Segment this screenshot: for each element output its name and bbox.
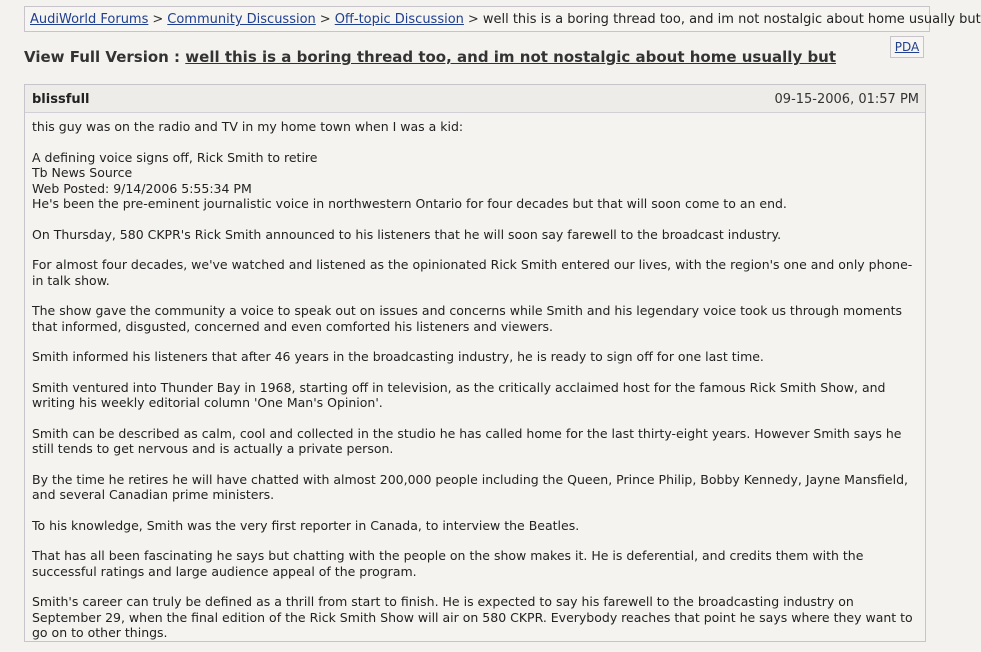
thread-title-link[interactable]: well this is a boring thread too, and im not nostalgic about home usually but	[185, 48, 837, 66]
post-paragraph: Smith informed his listeners that after 46 years in the broadcasting industry, he is ready to sign off for one last time.	[32, 349, 764, 364]
post-paragraph: He's been the pre-eminent journalistic voice in northwestern Ontario for four decades but that will soon come to an end.	[32, 196, 787, 211]
post-paragraph: On Thursday, 580 CKPR's Rick Smith announced to his listeners that he will soon say farewell to the broadcast industry.	[32, 226, 782, 242]
post-paragraph: Smith's career can truly be defined as a thrill from start to finish. He is expected to say his farewell to the broadcasting industry on September 29, when the final edition of the Rick Smith Show will air on 580 CKPR. Everybody reaches that point he says where they want to go on to other things.	[32, 594, 913, 640]
breadcrumb-separator: >	[319, 12, 331, 27]
view-full-prefix: View Full Version :	[24, 48, 181, 66]
post-paragraph: A defining voice signs off, Rick Smith to retire	[32, 149, 318, 165]
breadcrumb-link-forums[interactable]: AudiWorld Forums	[30, 12, 149, 27]
post-paragraph: By the time he retires he will have chatted with almost 200,000 people including the Queen, Prince Philip, Bobby Kennedy, Jayne Mansfield, and several Canadian prime ministers.	[32, 471, 908, 502]
post-author: blissfull	[32, 92, 90, 107]
breadcrumb-current: well this is a boring thread too, and im not nostalgic about home usually but	[482, 12, 981, 27]
post-header	[25, 85, 925, 113]
post-paragraph: To his knowledge, Smith was the very first reporter in Canada, to interview the Beatles.	[32, 517, 580, 533]
post-date: 09-15-2006, 01:57 PM	[774, 92, 919, 107]
post-paragraph: Smith ventured into Thunder Bay in 1968, starting off in television, as the critically acclaimed host for the famous Rick Smith Show, and writing his weekly editorial column 'One Man's Opinion'.	[32, 379, 886, 410]
breadcrumb-separator: >	[467, 12, 479, 27]
post-paragraph: Tb News Source	[32, 165, 133, 180]
post-paragraph: That has all been fascinating he says but chatting with the people on the show makes it. He is deferential, and credits them with the successful ratings and large audience appeal of the program.	[32, 548, 864, 579]
pda-link[interactable]: PDA	[890, 36, 924, 58]
post-paragraph: this guy was on the radio and TV in my home town when I was a kid:	[32, 119, 464, 134]
breadcrumb-link-community[interactable]: Community Discussion	[167, 12, 316, 27]
post-paragraph: For almost four decades, we've watched and listened as the opinionated Rick Smith entered our lives, with the region's one and only phone-in talk show.	[32, 257, 913, 288]
post-paragraph: The show gave the community a voice to speak out on issues and concerns while Smith and his legendary voice took us through moments that informed, disgusted, concerned and even comforted his listeners and viewers.	[32, 303, 903, 334]
breadcrumb-link-offtopic[interactable]: Off-topic Discussion	[334, 12, 464, 27]
post-body	[25, 113, 925, 641]
breadcrumb-separator: >	[152, 12, 164, 27]
post-paragraph: Smith can be described as calm, cool and collected in the studio he has called home for the last thirty-eight years. However Smith says he still tends to get nervous and is actually a private person.	[32, 425, 902, 456]
page-title	[24, 48, 884, 66]
post-paragraph: Web Posted: 9/14/2006 5:55:34 PM	[32, 180, 252, 196]
post	[24, 84, 926, 642]
breadcrumb	[24, 6, 981, 32]
